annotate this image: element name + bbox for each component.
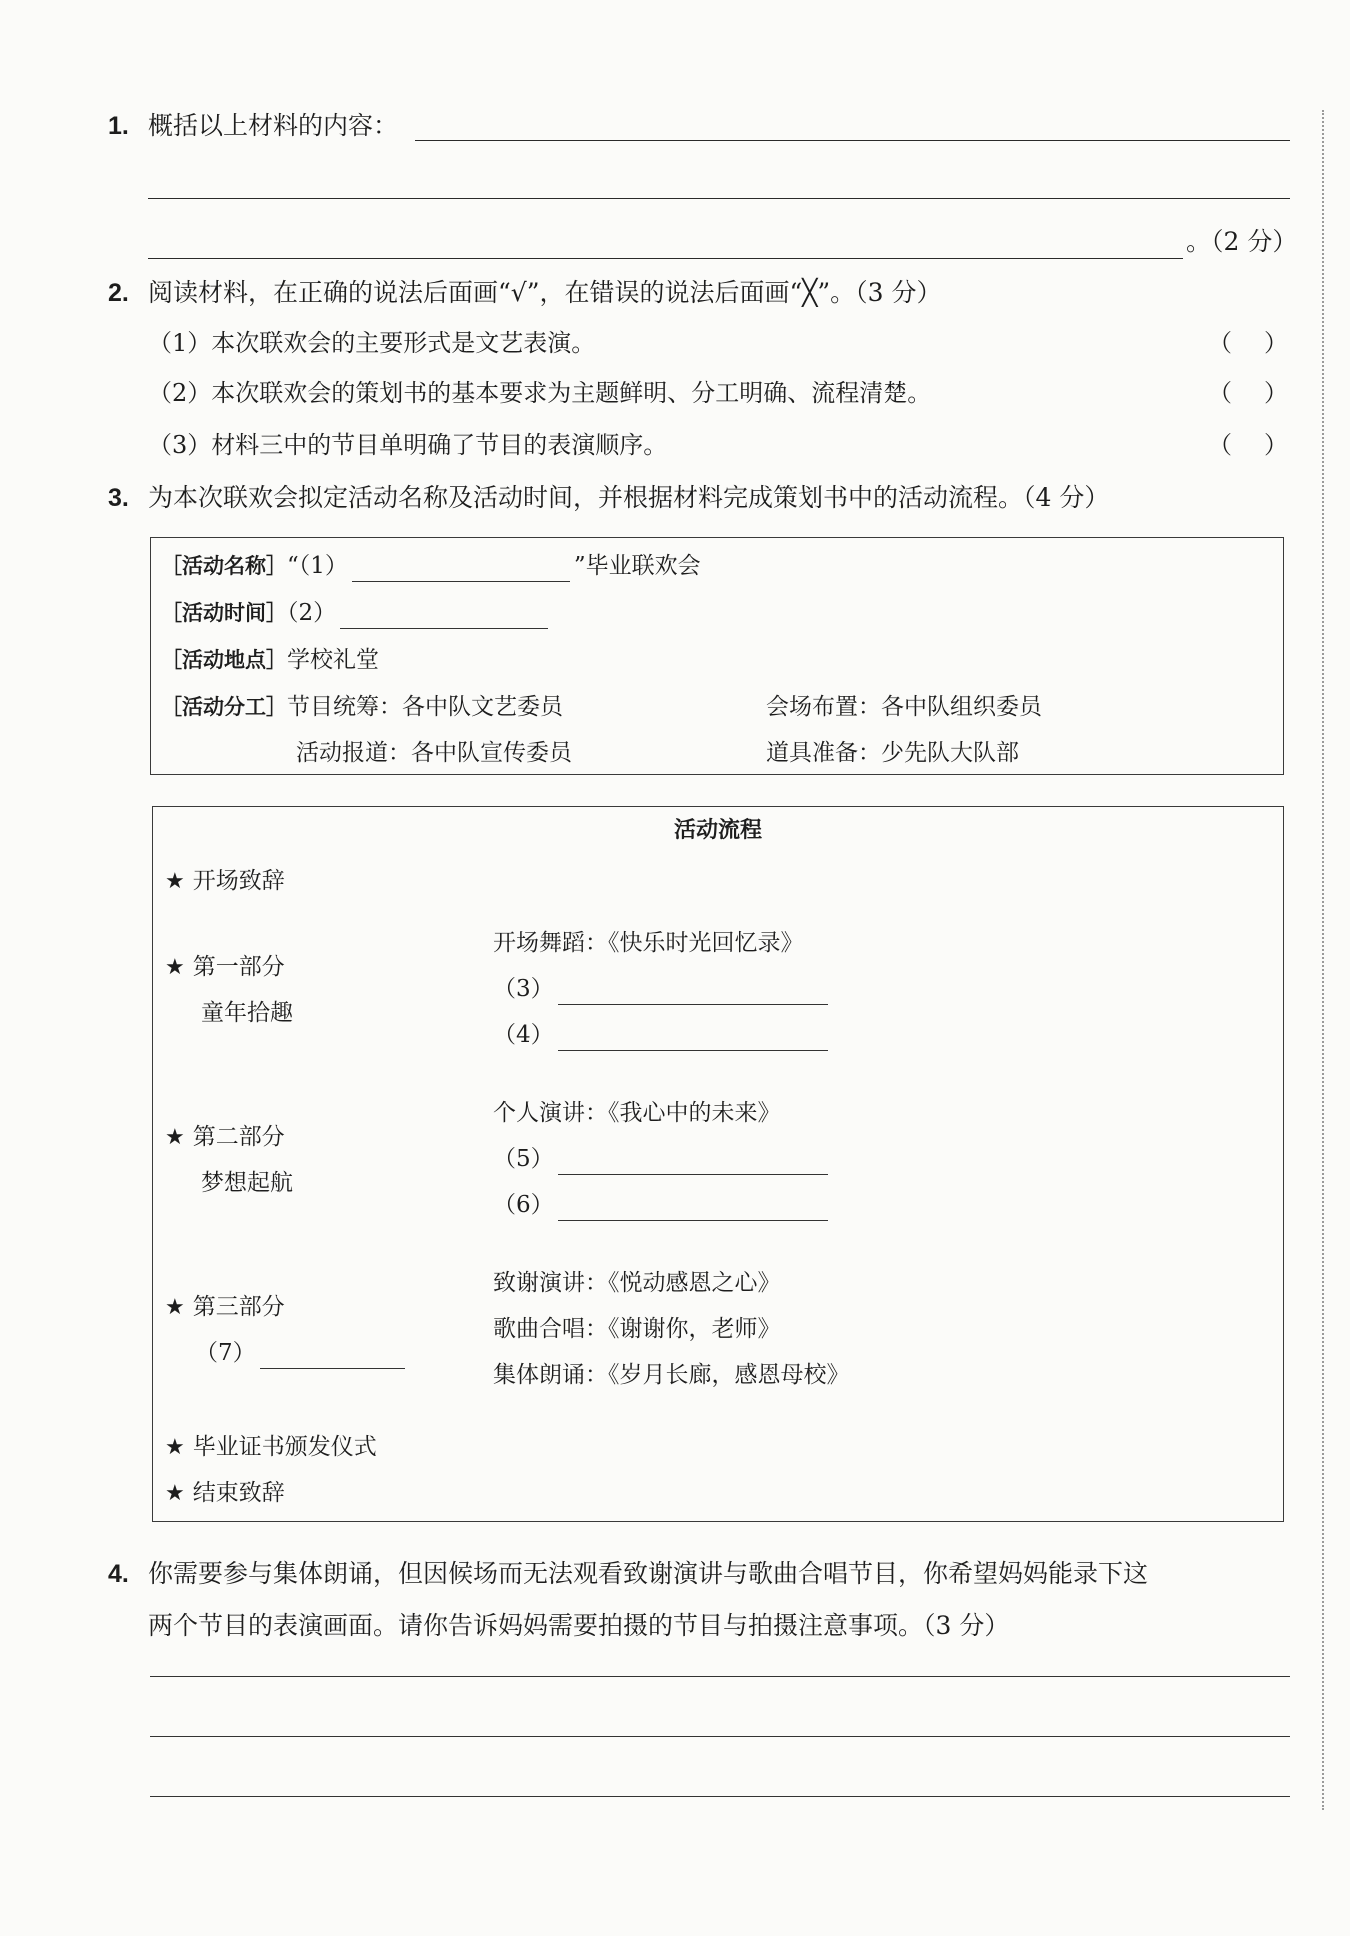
- activity-info-box: [150, 537, 1284, 775]
- flow-closing: [165, 1477, 285, 1510]
- blank-3-label: （3）: [493, 976, 554, 1002]
- question-text-line1: 你需要参与集体朗诵，但因候场而无法观看致谢演讲与歌曲合唱节目，你希望妈妈能录下这: [148, 1559, 1149, 1588]
- part2-item: 个人演讲：《我心中的未来》: [493, 1100, 781, 1126]
- flow-opening: [165, 865, 285, 898]
- cut-line: [1322, 110, 1324, 1810]
- activity-time-blank[interactable]: [340, 604, 548, 629]
- blank-3[interactable]: [558, 980, 828, 1005]
- blank-5-label: （5）: [493, 1146, 554, 1172]
- blank-4-label: （4）: [493, 1022, 554, 1048]
- part1-item: 开场舞蹈：《快乐时光回忆录》: [493, 930, 804, 956]
- bracket-close: ）: [1264, 329, 1288, 357]
- part3-item-3: 集体朗诵：《岁月长廊，感恩母校》: [493, 1362, 850, 1388]
- answer-bracket-3[interactable]: [1208, 428, 1288, 462]
- activity-duty-tag: ［活动分工］: [161, 695, 287, 719]
- duty-program: 节目统筹：各中队文艺委员: [287, 694, 563, 720]
- question-1: [108, 108, 398, 144]
- bracket-open: （: [1208, 329, 1232, 357]
- activity-place-row: [161, 644, 379, 676]
- answer-line[interactable]: [150, 1736, 1290, 1737]
- answer-line[interactable]: [415, 140, 1290, 141]
- statement-1: （1）本次联欢会的主要形式是文艺表演。: [148, 329, 596, 357]
- flow-part2: [165, 1121, 285, 1154]
- activity-name-blank[interactable]: [352, 557, 570, 582]
- activity-time-row: [161, 597, 552, 629]
- bracket-open: （: [1208, 379, 1232, 407]
- question-number: 1.: [108, 112, 129, 140]
- activity-time-tag: ［活动时间］: [161, 601, 287, 625]
- answer-line[interactable]: [148, 198, 1290, 199]
- answer-line[interactable]: [150, 1676, 1290, 1677]
- bracket-close: ）: [1264, 431, 1288, 459]
- activity-name-row: [161, 550, 701, 582]
- activity-flow-box: [152, 806, 1284, 1522]
- question-number: 3.: [108, 484, 129, 512]
- duty-report: 活动报道：各中队宣传委员: [296, 740, 572, 766]
- answer-bracket-2[interactable]: [1208, 376, 1288, 410]
- blank-6[interactable]: [558, 1196, 828, 1221]
- blank-6-label: （6）: [493, 1192, 554, 1218]
- blank-5[interactable]: [558, 1150, 828, 1175]
- blank-4-row: [493, 1019, 832, 1051]
- answer-bracket-1[interactable]: [1208, 326, 1288, 360]
- question-3: [108, 480, 1109, 516]
- question-4: [108, 1556, 1148, 1592]
- part1-sub: 童年拾趣: [201, 1000, 293, 1026]
- answer-line[interactable]: [148, 258, 1183, 259]
- bracket-close: ）: [1264, 379, 1288, 407]
- question-number: 4.: [108, 1560, 129, 1588]
- star-icon: ★: [165, 1125, 185, 1150]
- activity-time-prefix: （2）: [287, 600, 337, 626]
- question-4-line2: 两个节目的表演画面。请你告诉妈妈需要拍摄的节目与拍摄注意事项。（3 分）: [148, 1611, 1010, 1640]
- question-text: 为本次联欢会拟定活动名称及活动时间，并根据材料完成策划书中的活动流程。（4 分）: [148, 483, 1110, 512]
- blank-3-row: [493, 973, 832, 1005]
- blank-7-row: [195, 1337, 409, 1369]
- blank-5-row: [493, 1143, 832, 1175]
- blank-4[interactable]: [558, 1026, 828, 1051]
- question-text: 概括以上材料的内容：: [148, 111, 399, 140]
- activity-name-prefix: “（1）: [287, 553, 348, 579]
- question-2: [108, 275, 941, 311]
- score-label: 。（2 分）: [1186, 227, 1298, 256]
- activity-name-suffix: ”毕业联欢会: [573, 553, 701, 579]
- question-text: 阅读材料，在正确的说法后面画“√”，在错误的说法后面画“╳”。（3 分）: [148, 278, 942, 307]
- closing-label: 结束致辞: [192, 1480, 285, 1506]
- blank-7[interactable]: [260, 1344, 405, 1369]
- flow-part1: [165, 951, 285, 984]
- flow-ceremony: [165, 1431, 377, 1464]
- statement-2: （2）本次联欢会的策划书的基本要求为主题鲜明、分工明确、流程清楚。: [148, 379, 932, 407]
- star-icon: ★: [165, 869, 185, 894]
- part1-label: 第一部分: [192, 954, 285, 980]
- star-icon: ★: [165, 955, 185, 980]
- part2-label: 第二部分: [192, 1124, 285, 1150]
- blank-6-row: [493, 1189, 832, 1221]
- flow-title: 活动流程: [673, 818, 762, 843]
- flow-opening-label: 开场致辞: [192, 868, 285, 894]
- part3-label: 第三部分: [192, 1294, 285, 1320]
- question-number: 2.: [108, 279, 129, 307]
- bracket-open: （: [1208, 431, 1232, 459]
- duty-venue: 会场布置：各中队组织委员: [766, 694, 1042, 720]
- activity-duty-row: [161, 691, 563, 723]
- statement-3: （3）材料三中的节目单明确了节目的表演顺序。: [148, 431, 668, 459]
- star-icon: ★: [165, 1435, 185, 1460]
- ceremony-label: 毕业证书颁发仪式: [192, 1434, 377, 1460]
- star-icon: ★: [165, 1481, 185, 1506]
- flow-part3: [165, 1291, 285, 1324]
- activity-name-tag: ［活动名称］: [161, 554, 287, 578]
- answer-line[interactable]: [150, 1796, 1290, 1797]
- part3-item-2: 歌曲合唱：《谢谢你，老师》: [493, 1316, 781, 1342]
- part3-item-1: 致谢演讲：《悦动感恩之心》: [493, 1270, 781, 1296]
- blank-7-label: （7）: [195, 1340, 256, 1366]
- activity-place-tag: ［活动地点］: [161, 648, 287, 672]
- part2-sub: 梦想起航: [201, 1170, 293, 1196]
- duty-props: 道具准备：少先队大队部: [766, 740, 1019, 766]
- activity-place-value: 学校礼堂: [287, 647, 379, 673]
- star-icon: ★: [165, 1295, 185, 1320]
